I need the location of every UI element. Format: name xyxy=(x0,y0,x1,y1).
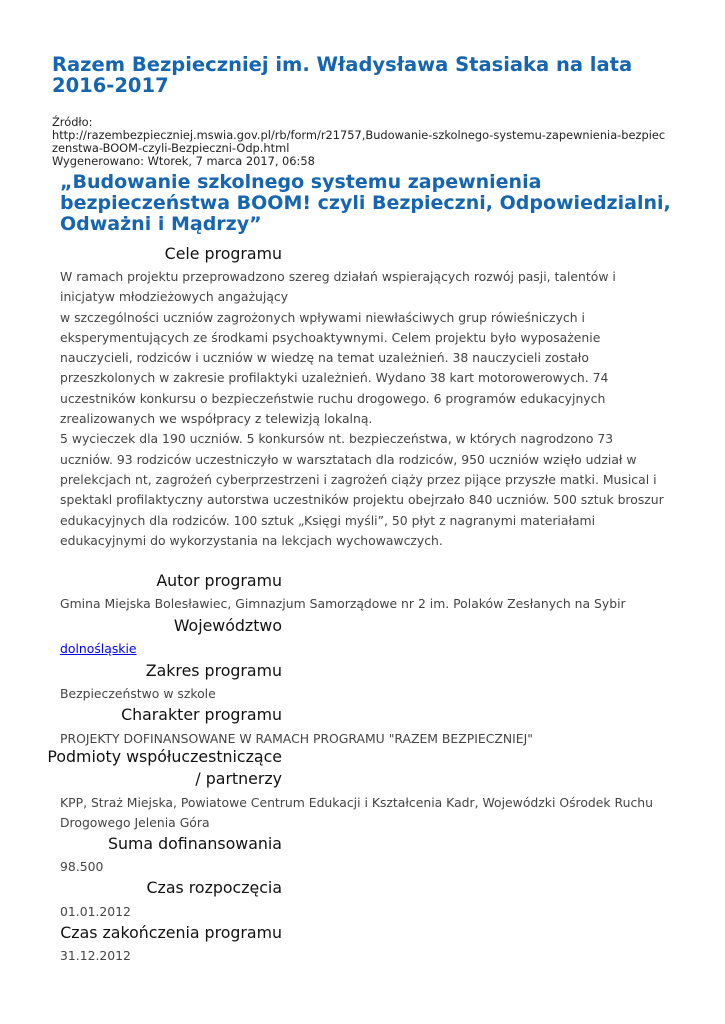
end-value: 31.12.2012 xyxy=(60,948,131,963)
goals-text xyxy=(60,267,670,551)
partners-value: KPP, Straż Miejska, Powiatowe Centrum Edukacji i Kształcenia Kadr, Wojewódzki Ośrodek Ruchu Drogowego Jelenia Góra xyxy=(60,795,653,831)
source-url-line1: http://razembezpieczniej.mswia.gov.pl/rb/form/r21757,Budowanie-szkolnego-systemu-zapewnienia-bezpiec xyxy=(52,128,666,142)
document-meta xyxy=(52,116,677,168)
character-label: Charakter programu xyxy=(121,705,282,724)
author-label: Autor programu xyxy=(156,571,282,590)
project-title: „Budowanie szkolnego systemu zapewnienia bezpieczeństwa BOOM! czyli Bezpieczni, Odpowiedzialni, Odważni i Mądrzy” xyxy=(60,171,671,235)
document-title: Razem Bezpieczniej im. Władysława Stasiaka na lata 2016-2017 xyxy=(52,53,633,97)
partners-label: Podmioty współuczestniczące / partnerzy xyxy=(47,747,282,788)
source-label: Źródło: xyxy=(52,115,93,129)
character-value: PROJEKTY DOFINANSOWANE W RAMACH PROGRAMU "RAZEM BEZPIECZNIEJ" xyxy=(60,731,533,746)
goals-paragraph: W ramach projektu przeprowadzono szereg działań wspierających rozwój pasji, talentów i inicjatyw młodzieżowych angażujący xyxy=(60,269,616,305)
start-value: 01.01.2012 xyxy=(60,904,131,919)
generated-date: Wygenerowano: Wtorek, 7 marca 2017, 06:58 xyxy=(52,154,315,168)
voivodeship-link[interactable]: dolnośląskie xyxy=(60,641,137,656)
voivodeship-label: Województwo xyxy=(173,616,282,635)
start-label: Czas rozpoczęcia xyxy=(146,878,282,897)
scope-label: Zakres programu xyxy=(145,661,282,680)
goals-paragraph: w szczególności uczniów zagrożonych wpływami niewłaściwych grup rówieśniczych i eksperymentujących ze środkami psychoaktywnymi. Celem projektu było wyposażenie nauczycieli, rodziców i uczniów w wiedzę na temat uzależnień. 38 nauczycieli zostało przeszkolonych w zakresie profilaktyki uzależnień. Wydano 38 kart motorowerowych. 74 uczestników konkursu o bezpieczeństwie ruchu drogowego. 6 programów edukacyjnych zrealizowanych we współpracy z telewizją lokalną. xyxy=(60,309,609,427)
funding-label: Suma dofinansowania xyxy=(107,834,282,853)
goals-label: Cele programu xyxy=(164,244,282,263)
author-value: Gmina Miejska Bolesławiec, Gimnazjum Samorządowe nr 2 im. Polaków Zesłanych na Sybir xyxy=(60,596,626,611)
scope-value: Bezpieczeństwo w szkole xyxy=(60,686,216,701)
funding-value: 98.500 xyxy=(60,859,104,874)
end-label: Czas zakończenia programu xyxy=(60,923,282,942)
goals-paragraph: 5 wycieczek dla 190 uczniów. 5 konkursów nt. bezpieczeństwa, w których nagrodzono 73 uczniów. 93 rodziców uczestniczyło w warsztatach dla rodziców, 950 uczniów wzięło udział w prelekcjach nt, zagrożeń cyberprzestrzeni i zagrożeń ciąży przez pijące przyszłe matki. Musical i spektakl profilaktyczny autorstwa uczestników projektu obejrzało 840 uczniów. 500 sztuk broszur edukacyjnych dla rodziców. 100 sztuk „Księgi myśli”, 50 płyt z nagranymi materiałami edukacyjnymi do wykorzystania na lekcjach wychowawczych. xyxy=(60,431,664,548)
voivodeship-value xyxy=(60,639,670,659)
source-url-line2: zenstwa-BOOM-czyli-Bezpieczni-Odp.html xyxy=(52,141,290,155)
